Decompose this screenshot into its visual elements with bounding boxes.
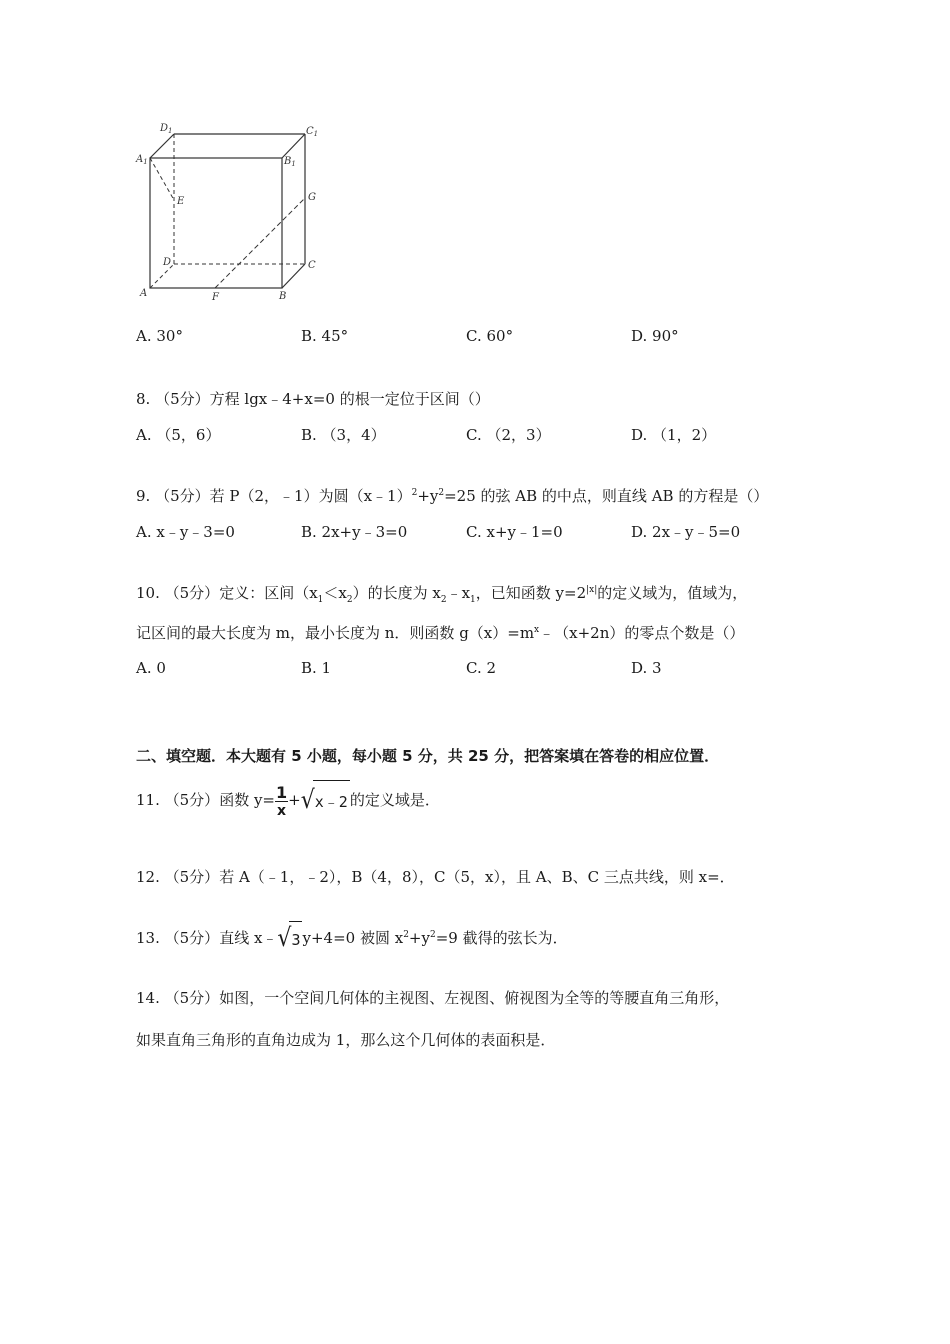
q11-frac-den: x bbox=[277, 802, 287, 819]
q9-option-a: A. x﹣y﹣3=0 bbox=[136, 523, 235, 541]
cube-diagram bbox=[130, 118, 330, 304]
label-c: C bbox=[308, 260, 316, 271]
q10-number: 10. bbox=[136, 584, 160, 602]
q8-number: 8. bbox=[136, 390, 151, 408]
q11-number: 11. bbox=[136, 791, 160, 809]
q11-text-b: 的定义域是． bbox=[349, 791, 440, 809]
q8-score: （5分） bbox=[155, 390, 210, 408]
q10-sub1: 1 bbox=[317, 595, 324, 605]
q11-sqrt-body: x﹣2 bbox=[313, 780, 350, 822]
cube-figure bbox=[130, 118, 330, 304]
q7-option-c: C. 60° bbox=[466, 327, 514, 345]
edge-b1c1 bbox=[282, 134, 305, 158]
q10-text-c: ）的长度为 x bbox=[352, 584, 441, 602]
question-9 bbox=[136, 485, 768, 506]
question-10-line-2 bbox=[136, 622, 744, 643]
q8-option-b: B. （3，4） bbox=[301, 426, 386, 444]
q9-score: （5分） bbox=[155, 487, 210, 505]
edge-a1d1 bbox=[150, 134, 174, 158]
label-e: E bbox=[177, 196, 185, 207]
q14-score: （5分） bbox=[164, 989, 220, 1007]
question-8 bbox=[136, 388, 490, 409]
q12-text: 若 A（﹣1，﹣2），B（4，8），C（5，x），且 A、B、C 三点共线，则 x=． bbox=[219, 868, 735, 886]
label-b1: $B_1$ bbox=[284, 156, 296, 168]
label-a1: $A_1$ bbox=[136, 154, 148, 166]
q11-sqrt bbox=[301, 780, 350, 822]
q13-text-b: y+4=0 被圆 x bbox=[302, 929, 404, 947]
q10-option-c: C. 2 bbox=[466, 659, 497, 677]
q10-line2-a: 记区间的最大长度为 m，最小长度为 n．则函数 g（x）=m bbox=[136, 624, 535, 642]
q10-sup-abs: |x| bbox=[586, 585, 598, 595]
q13-number: 13. bbox=[136, 929, 160, 947]
q12-number: 12. bbox=[136, 868, 160, 886]
q10-option-d: D. 3 bbox=[631, 659, 662, 677]
q13-text-d: =9 截得的弦长为． bbox=[435, 929, 568, 947]
q10-text-a: 定义：区间（x bbox=[219, 584, 318, 602]
q10-text-d: ﹣x bbox=[446, 584, 471, 602]
front-face bbox=[150, 158, 282, 288]
q10-text-b: ＜x bbox=[323, 584, 347, 602]
segment-a1e bbox=[150, 158, 174, 200]
q11-score: （5分） bbox=[164, 791, 220, 809]
q9-option-c: C. x+y﹣1=0 bbox=[466, 523, 563, 541]
label-a: A bbox=[140, 288, 148, 299]
q8-option-d: D. （1，2） bbox=[631, 426, 717, 444]
q9-text-a: 若 P（2，﹣1）为圆（x﹣1） bbox=[209, 487, 412, 505]
q13-score: （5分） bbox=[164, 929, 220, 947]
q13-text-c: +y bbox=[408, 929, 430, 947]
q11-plus: + bbox=[288, 791, 301, 809]
q10-option-a: A. 0 bbox=[136, 659, 166, 677]
q13-sqrt bbox=[277, 921, 302, 957]
edge-bc bbox=[282, 264, 305, 288]
q7-option-b: B. 45° bbox=[301, 327, 349, 345]
q11-fraction bbox=[275, 782, 288, 819]
q10-sub2: 2 bbox=[346, 595, 353, 605]
segment-fg bbox=[215, 198, 305, 288]
question-10-line-1 bbox=[136, 582, 747, 605]
q10-text-f: 的定义域为，值域为， bbox=[597, 584, 748, 602]
section-2-heading: 二、填空题．本大题有 5 小题，每小题 5 分，共 25 分，把答案填在答卷的相应位置． bbox=[136, 747, 720, 765]
q13-sqrt-body: 3 bbox=[289, 921, 302, 957]
q10-sub3: 2 bbox=[440, 595, 447, 605]
q8-option-a: A. （5，6） bbox=[136, 426, 221, 444]
q9-sup1: 2 bbox=[411, 488, 418, 498]
q10-sub4: 1 bbox=[470, 595, 476, 605]
question-14-line-1 bbox=[136, 987, 729, 1008]
label-c1: $C_1$ bbox=[306, 126, 319, 138]
q13-sup2: 2 bbox=[429, 930, 436, 940]
q10-option-b: B. 1 bbox=[301, 659, 332, 677]
q7-option-a: A. 30° bbox=[136, 327, 183, 345]
q9-option-b: B. 2x+y﹣3=0 bbox=[301, 523, 408, 541]
q10-sup-x: x bbox=[534, 625, 540, 635]
q13-sup1: 2 bbox=[403, 930, 409, 940]
sqrt-icon: √ bbox=[300, 786, 315, 815]
q12-score: （5分） bbox=[164, 868, 220, 886]
q13-text-a: 直线 x﹣ bbox=[219, 929, 278, 947]
question-11 bbox=[136, 780, 440, 822]
label-b: B bbox=[279, 291, 287, 302]
q9-text-b: +y bbox=[417, 487, 439, 505]
q8-option-c: C. （2，3） bbox=[466, 426, 551, 444]
q7-option-d: D. 90° bbox=[631, 327, 679, 345]
q9-option-d: D. 2x﹣y﹣5=0 bbox=[631, 523, 741, 541]
label-d: D bbox=[163, 257, 172, 268]
label-g: G bbox=[308, 192, 316, 203]
question-12 bbox=[136, 866, 735, 887]
question-13 bbox=[136, 918, 568, 957]
q11-frac-num: 1 bbox=[276, 782, 288, 802]
q14-line1: 如图，一个空间几何体的主视图、左视图、俯视图为全等的等腰直角三角形， bbox=[219, 989, 730, 1007]
q8-text: 方程 lgx﹣4+x=0 的根一定位于区间（） bbox=[209, 390, 490, 408]
q10-text-e: ，已知函数 y=2 bbox=[475, 584, 587, 602]
q11-text-a: 函数 y= bbox=[219, 791, 275, 809]
q10-line2-b: ﹣（x+2n）的零点个数是（） bbox=[539, 624, 745, 642]
question-14-line-2: 如果直角三角形的直角边成为 1，那么这个几何体的表面积是． bbox=[136, 1031, 556, 1049]
q14-number: 14. bbox=[136, 989, 160, 1007]
label-f: F bbox=[212, 292, 219, 303]
q9-number: 9. bbox=[136, 487, 151, 505]
label-d1: $D_1$ bbox=[160, 123, 173, 135]
q10-score: （5分） bbox=[164, 584, 220, 602]
q9-sup2: 2 bbox=[438, 488, 445, 498]
q9-text-c: =25 的弦 AB 的中点，则直线 AB 的方程是（） bbox=[444, 487, 769, 505]
sqrt-icon: √ bbox=[277, 924, 292, 953]
